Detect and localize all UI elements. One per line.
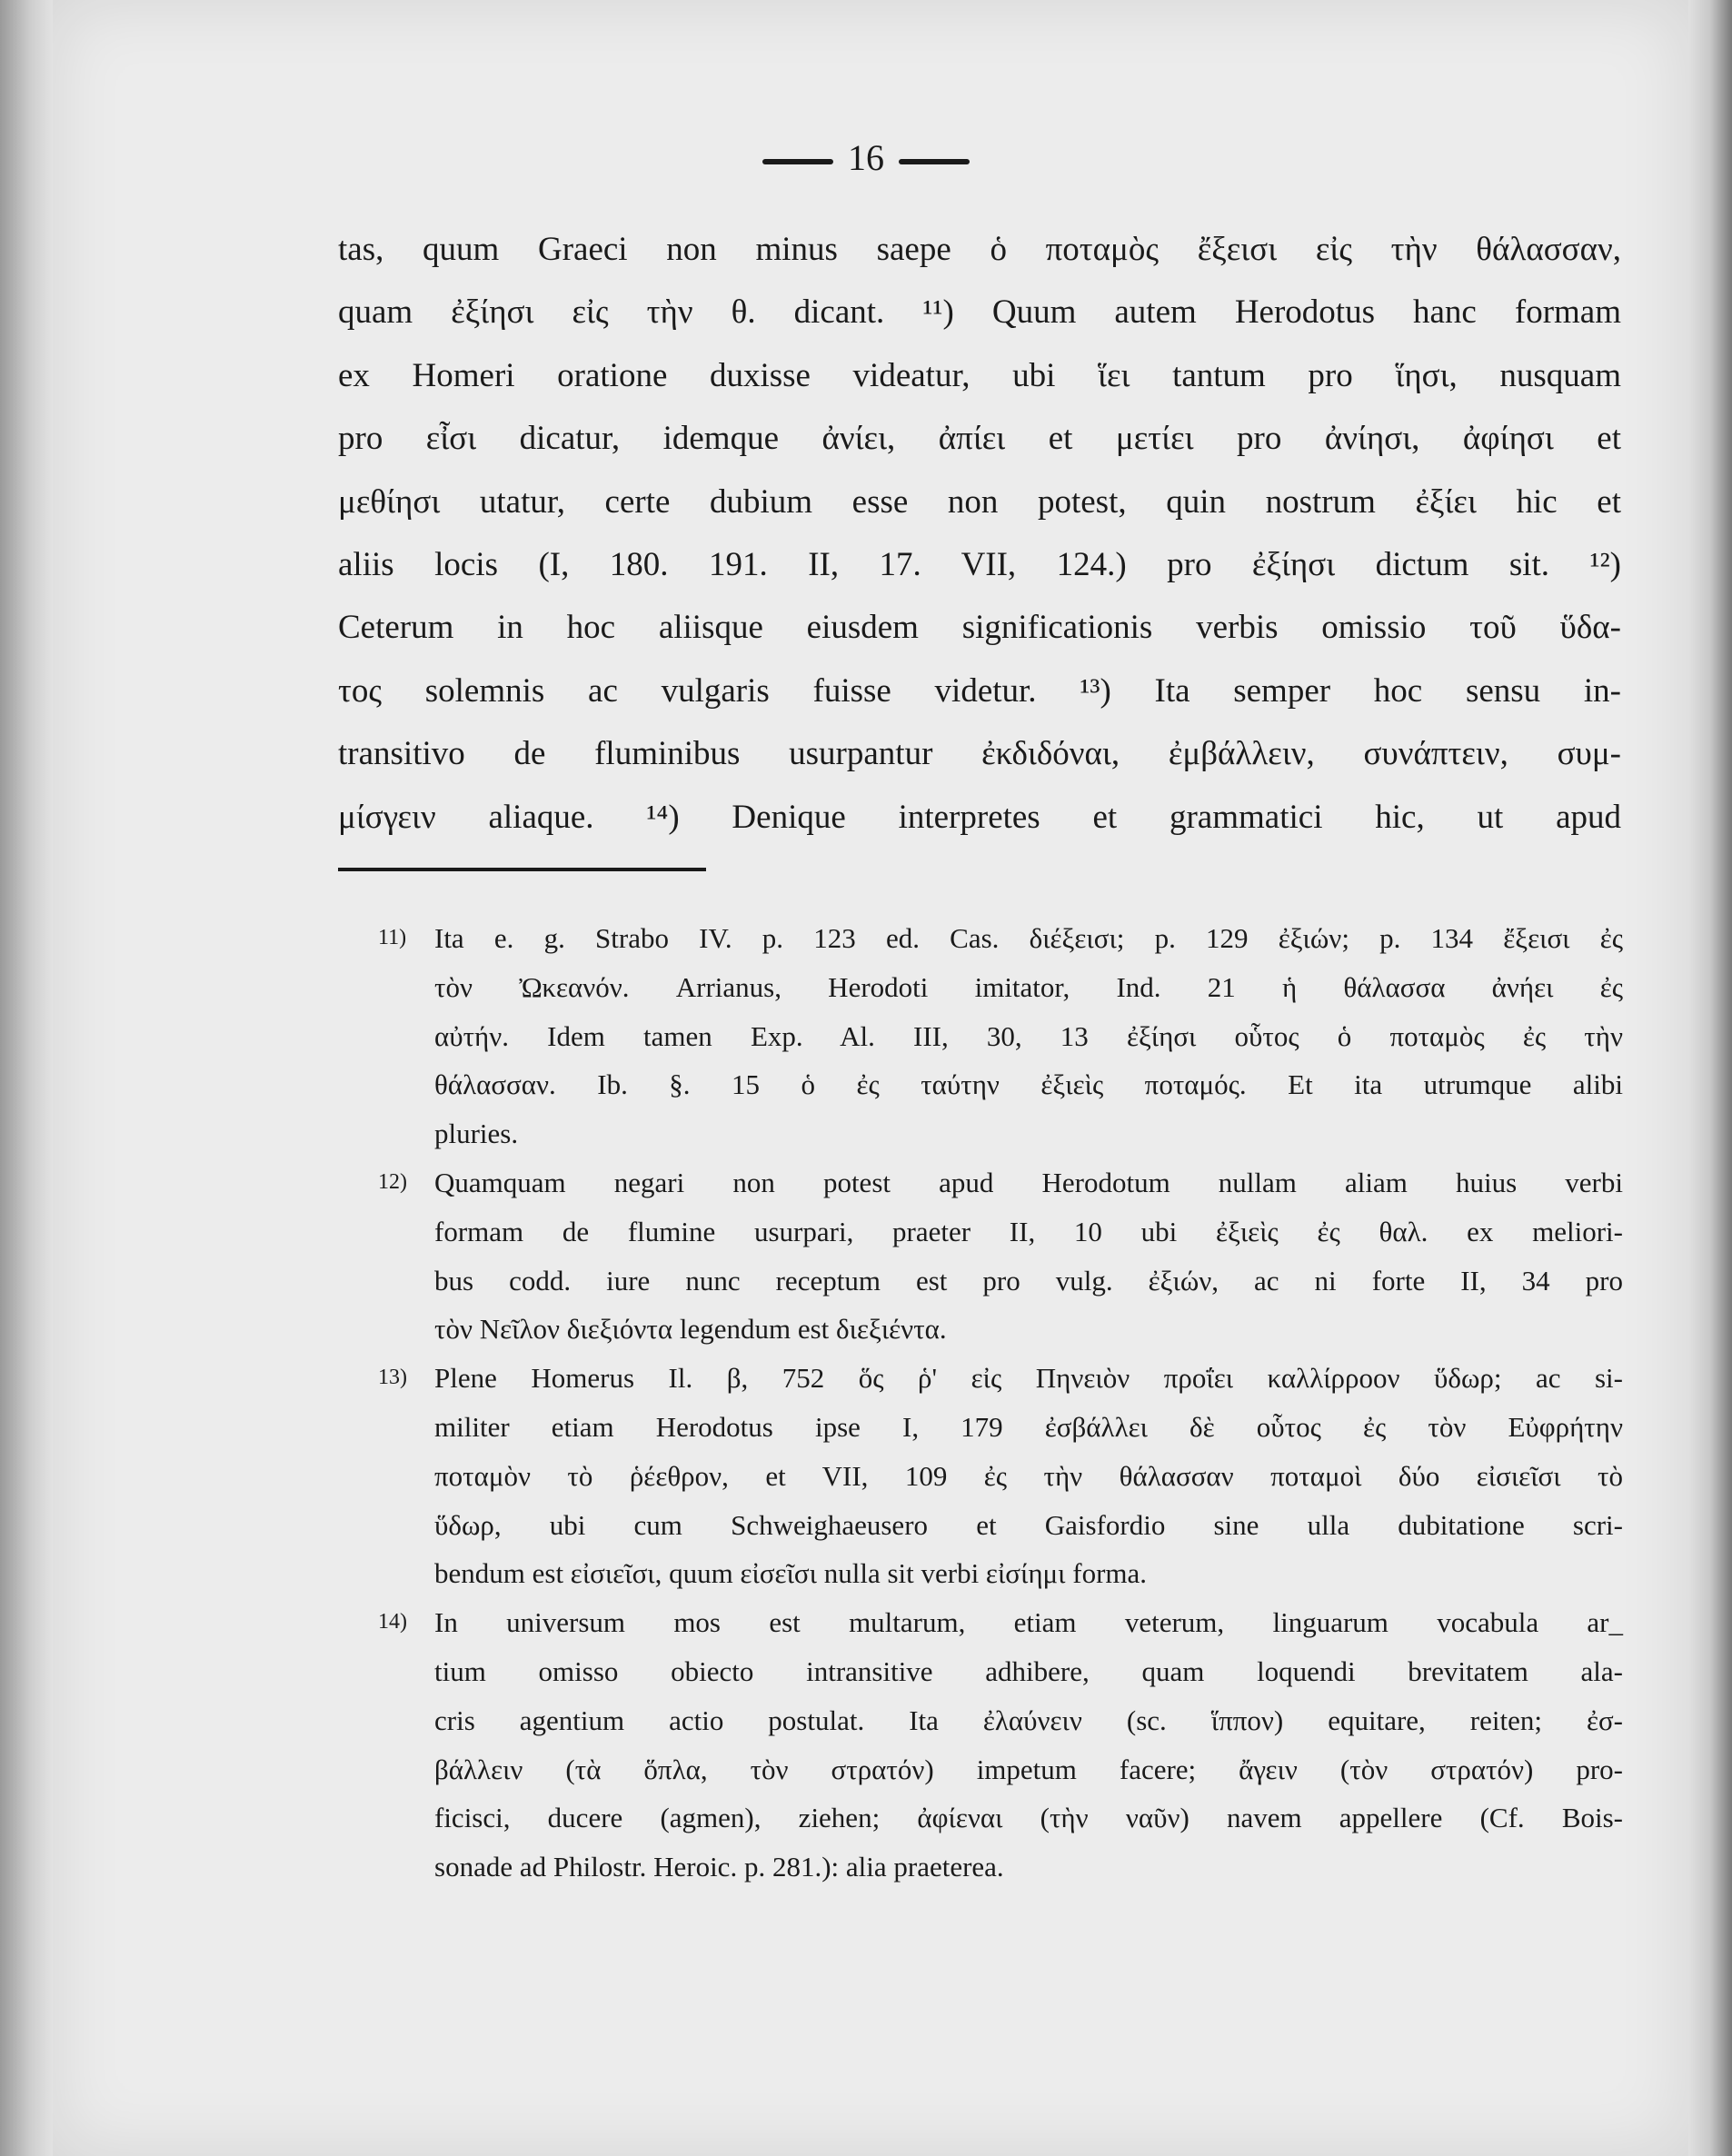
- main-text-line: quam ἐξίησι εἰς τὴν θ. dicant. ¹¹) Quum autem Herodotus hanc formam: [338, 293, 1621, 332]
- footnote-text: βάλλειν (τὰ ὅπλα, τὸν στρατόν) impetum facere; ἄγειν (τὸν στρατόν) pro-: [434, 1753, 1623, 1785]
- main-text-block: [338, 218, 1621, 849]
- footnote-line: [385, 1745, 1623, 1794]
- footnote-text: sonade ad Philostr. Heroic. p. 281.): alia praeterea.: [434, 1851, 1004, 1883]
- footnotes-block: [378, 914, 1623, 1892]
- main-text-line: transitivo de fluminibus usurpantur ἐκδιδόναι, ἐμβάλλειν, συνάπτειν, συμ-: [338, 735, 1621, 773]
- page-header: [0, 136, 1732, 179]
- page-edge-shadow: [1688, 0, 1732, 2156]
- main-text-line: μίσγειν aliaque. ¹⁴) Denique interpretes et grammatici hic, ut apud: [338, 798, 1621, 836]
- footnote-line: [385, 1452, 1623, 1501]
- footnote-line: [385, 1549, 1623, 1598]
- main-text-line: aliis locis (I, 180. 191. II, 17. VII, 124.) pro ἐξίησι dictum sit. ¹²): [338, 545, 1621, 583]
- footnote-line: [385, 1501, 1623, 1550]
- footnote-line: [378, 914, 1623, 963]
- footnote-text: τὸν Νεῖλον διεξιόντα legendum est διεξιέντα.: [434, 1313, 947, 1346]
- footnote-text: formam de flumine usurpari, praeter II, 10 ubi ἐξιεὶς ἐς θαλ. ex meliori-: [434, 1215, 1623, 1247]
- footnote-text: αὐτήν. Idem tamen Exp. Al. III, 30, 13 ἐξίησι οὗτος ὁ ποταμὸς ἐς τὴν: [434, 1019, 1623, 1052]
- footnote-line: [385, 1257, 1623, 1306]
- footnote-line: [385, 1403, 1623, 1452]
- footnote-text: τὸν Ὠκεανόν. Arrianus, Herodoti imitator, Ind. 21 ἡ θάλασσα ἀνήει ἐς: [434, 970, 1623, 1003]
- footnote-line: [378, 1598, 1623, 1647]
- footnote-text: ποταμὸν τὸ ῥέεθρον, et VII, 109 ἐς τὴν θάλασσαν ποταμοὶ δύο εἰσιεῖσι τὸ: [434, 1459, 1623, 1492]
- footnote-marker: 14): [378, 1610, 407, 1634]
- footnote-text: cris agentium actio postulat. Ita ἐλαύνειν (sc. ἵππον) equitare, reiten; ἐσ-: [434, 1704, 1623, 1736]
- footnote-line: [385, 1647, 1623, 1696]
- main-text-line: tas, quum Graeci non minus saepe ὁ ποταμὸς ἔξεισι εἰς τὴν θάλασσαν,: [338, 231, 1621, 268]
- footnote-separator-rule: [338, 868, 706, 871]
- footnote-text: pluries.: [434, 1118, 519, 1150]
- footnote-line: [385, 1060, 1623, 1109]
- footnote-text: ficisci, ducere (agmen), ziehen; ἀφίεναι (τὴν ναῦν) navem appellere (Cf. Bois-: [434, 1802, 1623, 1834]
- footnote-line: [378, 1354, 1623, 1403]
- footnote-text: Plene Homerus Il. β, 752 ὅς ῥ' εἰς Πηνειὸν προΐει καλλίρροον ὕδωρ; ac si-: [434, 1362, 1623, 1395]
- main-text-line: μεθίησι utatur, certe dubium esse non potest, quin nostrum ἐξίει hic et: [338, 482, 1621, 521]
- footnote-text: In universum mos est multarum, etiam veterum, linguarum vocabula ar_: [434, 1606, 1623, 1639]
- footnote-text: θάλασσαν. Ib. §. 15 ὁ ἐς ταύτην ἐξιεὶς ποταμός. Et ita utrumque alibi: [434, 1068, 1623, 1101]
- footnote-marker: 11): [378, 926, 407, 949]
- main-text-line: τος solemnis ac vulgaris fuisse videtur. ¹³) Ita semper hoc sensu in-: [338, 671, 1621, 710]
- footnote-text: Ita e. g. Strabo IV. p. 123 ed. Cas. διέξεισι; p. 129 ἐξιών; p. 134 ἔξεισι ἐς: [434, 922, 1623, 954]
- footnote-line: [385, 1207, 1623, 1257]
- footnote-text: militer etiam Herodotus ipse I, 179 ἐσβάλλει δὲ οὗτος ἐς τὸν Εὐφρήτην: [434, 1410, 1623, 1443]
- footnote-line: [385, 1696, 1623, 1745]
- main-text-line: pro εἶσι dicatur, idemque ἀνίει, ἀπίει et μετίει pro ἀνίησι, ἀφίησι et: [338, 420, 1621, 458]
- footnote-line: [385, 1109, 1623, 1158]
- main-text-line: ex Homeri oratione duxisse videatur, ubi ἵει tantum pro ἵησι, nusquam: [338, 356, 1621, 394]
- footnote-marker: 12): [378, 1169, 407, 1194]
- main-text-line: Ceterum in hoc aliisque eiusdem significationis verbis omissio τοῦ ὕδα-: [338, 609, 1621, 647]
- footnote-text: bus codd. iure nunc receptum est pro vulg. ἐξιών, ac ni forte II, 34 pro: [434, 1264, 1623, 1297]
- book-gutter-shadow: [0, 0, 53, 2156]
- footnote-text: tium omisso obiecto intransitive adhibere, quam loquendi brevitatem ala-: [434, 1654, 1623, 1687]
- page-number: 16: [848, 137, 884, 178]
- footnote-text: bendum est εἰσιεῖσι, quum εἰσεῖσι nulla sit verbi εἰσίημι forma.: [434, 1557, 1148, 1590]
- header-dash-left: [762, 159, 833, 164]
- footnote-marker: 13): [378, 1366, 407, 1390]
- footnote-line: [385, 1305, 1623, 1354]
- header-dash-right: [899, 159, 970, 164]
- footnote-line: [378, 1158, 1623, 1207]
- footnote-text: ὕδωρ, ubi cum Schweighaeusero et Gaisfordio sine ulla dubitatione scri-: [434, 1508, 1623, 1541]
- footnote-line: [385, 1012, 1623, 1061]
- footnote-line: [385, 1843, 1623, 1892]
- footnote-line: [385, 963, 1623, 1012]
- footnote-text: Quamquam negari non potest apud Herodotum nullam aliam huius verbi: [434, 1166, 1623, 1198]
- footnote-line: [385, 1793, 1623, 1843]
